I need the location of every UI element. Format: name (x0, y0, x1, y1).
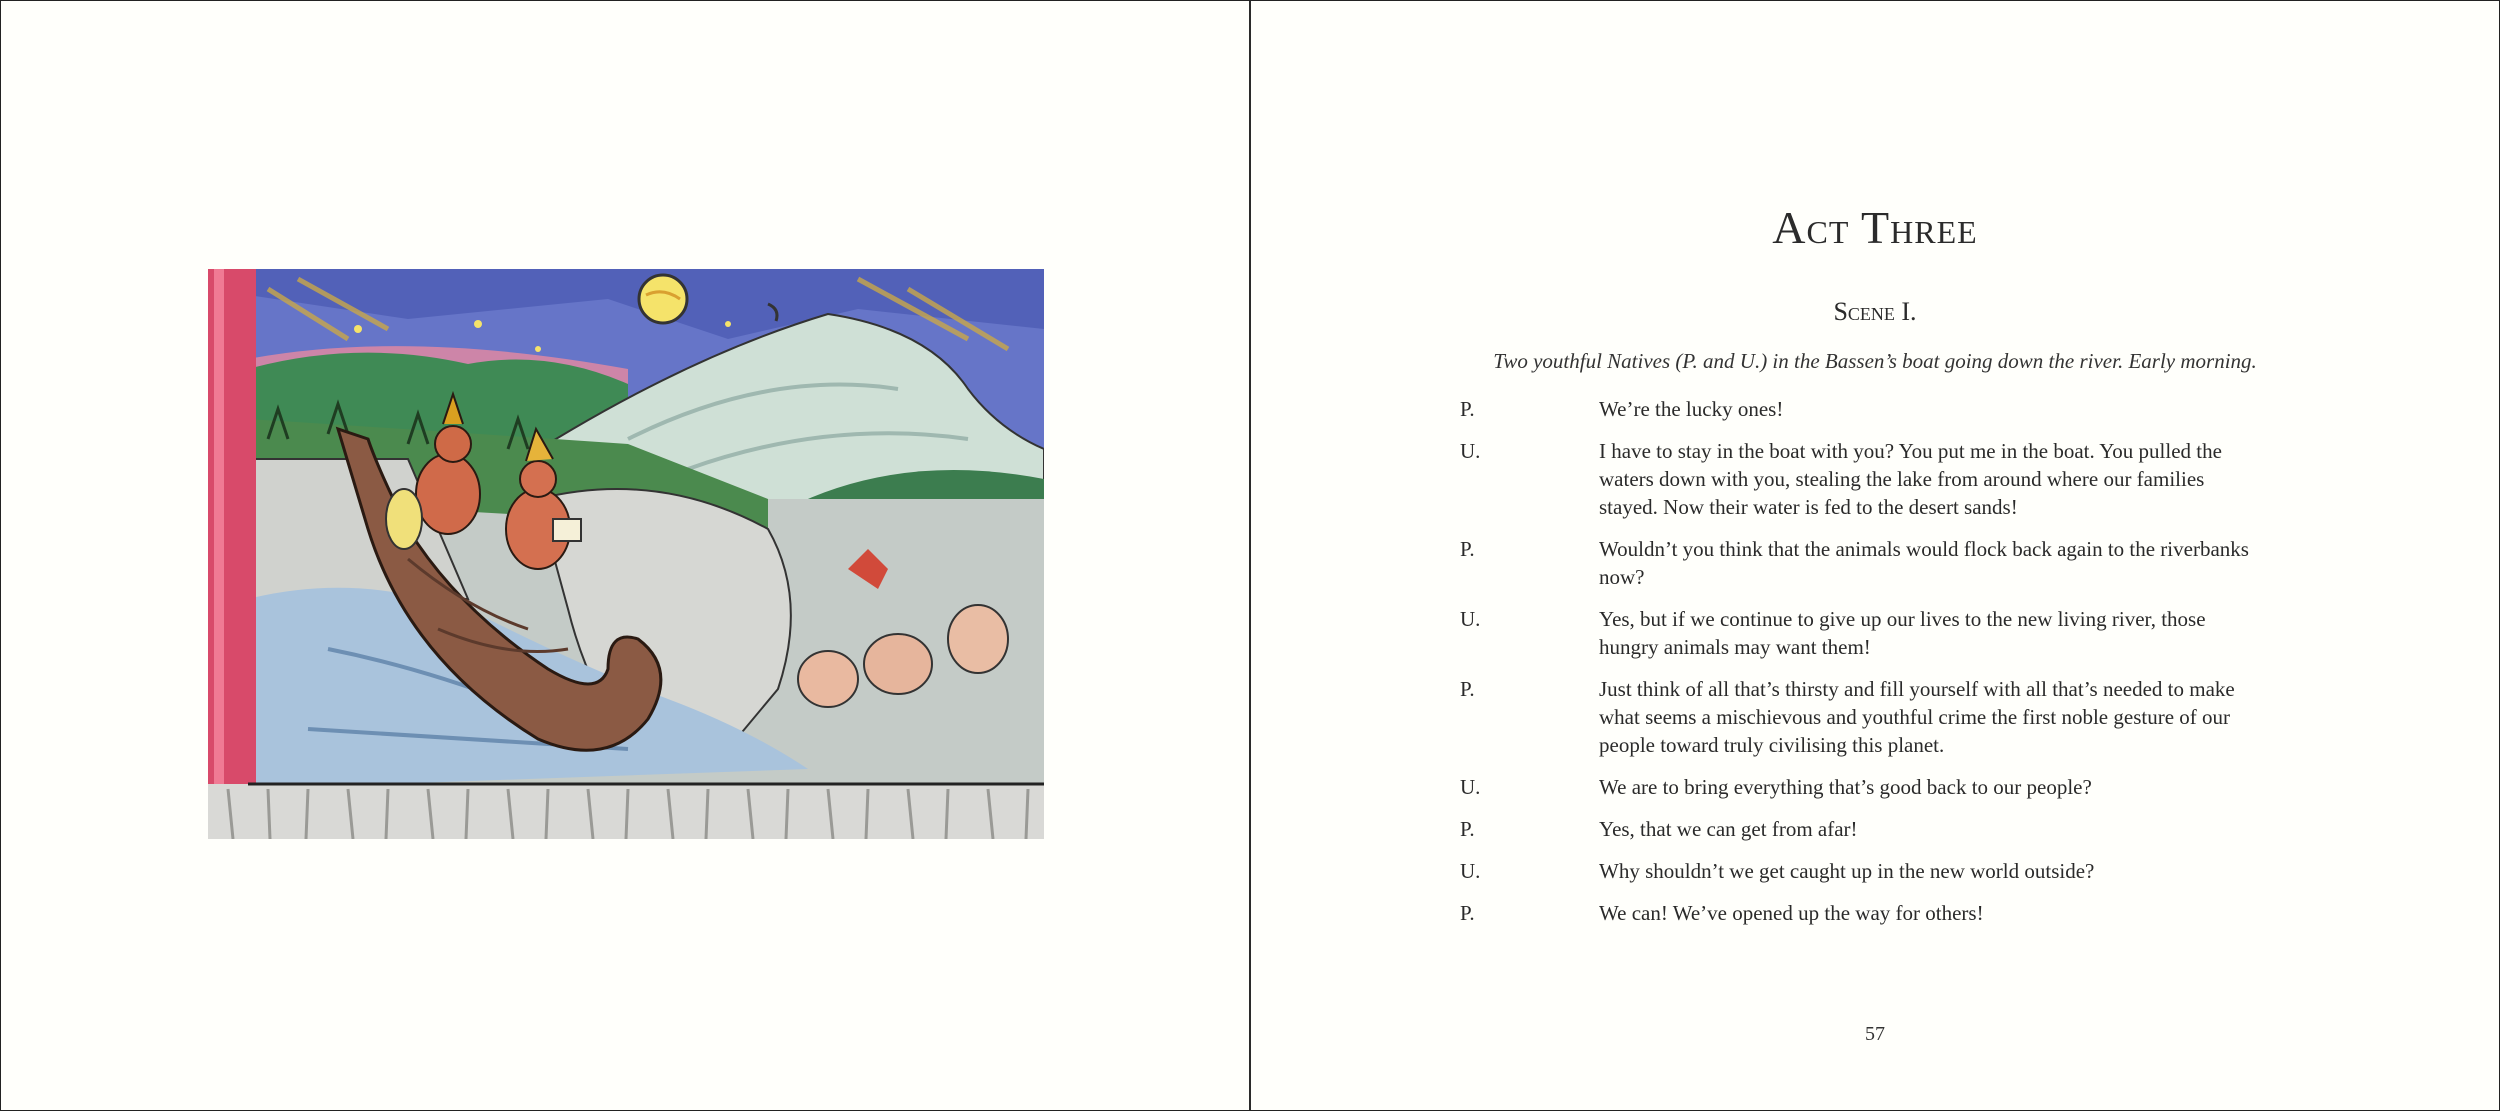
dialogue-line (1460, 535, 2260, 591)
illustration (208, 269, 1044, 839)
speaker: P. (1460, 537, 1475, 561)
speech: Just think of all that’s thirsty and fill yourself with all that’s needed to make what seems a mischievous and youthful crime the first noble gesture of our people toward truly civilising this planet. (1599, 677, 2235, 757)
dialogue-line (1460, 675, 2260, 759)
speaker: U. (1460, 439, 1481, 463)
scene-title: Scene I. (1833, 297, 1917, 326)
speech: We are to bring everything that’s good back to our people? (1599, 775, 2092, 799)
speaker: P. (1460, 677, 1475, 701)
dialogue-line (1460, 395, 2260, 423)
speech: Wouldn’t you think that the animals would flock back again to the riverbanks now? (1599, 537, 2249, 589)
speech: Yes, but if we continue to give up our lives to the new living river, those hungry animals may want them! (1599, 607, 2206, 659)
right-page (1251, 1, 2499, 1110)
dialogue-line (1460, 815, 2260, 843)
crayon-drawing-icon (208, 269, 1044, 839)
act-title: Act Three (1772, 202, 1978, 253)
speaker: U. (1460, 775, 1481, 799)
dialogue-line (1460, 773, 2260, 801)
speaker: P. (1460, 397, 1475, 421)
speech: We can! We’ve opened up the way for others! (1599, 901, 1984, 925)
stage-direction: Two youthful Natives (P. and U.) in the Bassen’s boat going down the river. Early morning. (1493, 349, 2257, 373)
speaker: P. (1460, 817, 1475, 841)
page-number: 57 (1865, 1023, 1885, 1045)
dialogue (1460, 395, 2260, 941)
dialogue-line (1460, 437, 2260, 521)
speech: I have to stay in the boat with you? You put me in the boat. You pulled the waters down with you, stealing the lake from around where our families stayed. Now their water is fed to the desert sands! (1599, 439, 2222, 519)
dialogue-line (1460, 899, 2260, 927)
speaker: U. (1460, 859, 1481, 883)
dialogue-line (1460, 605, 2260, 661)
speech: Yes, that we can get from afar! (1599, 817, 1858, 841)
speaker: P. (1460, 901, 1475, 925)
left-page (1, 1, 1249, 1110)
speech: We’re the lucky ones! (1599, 397, 1784, 421)
dialogue-line (1460, 857, 2260, 885)
speech: Why shouldn’t we get caught up in the new world outside? (1599, 859, 2095, 883)
speaker: U. (1460, 607, 1481, 631)
